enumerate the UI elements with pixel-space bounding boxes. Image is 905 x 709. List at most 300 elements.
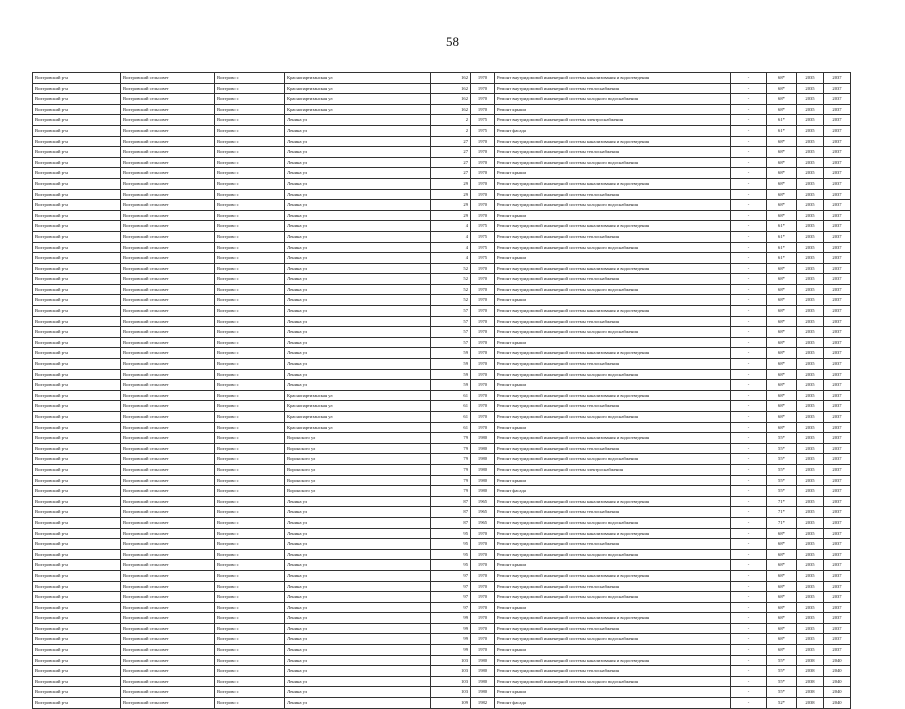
year-built-cell: 1980 xyxy=(471,454,495,465)
table-row xyxy=(33,517,851,528)
year-built-cell: 1975 xyxy=(471,253,495,264)
year-built-cell: 1970 xyxy=(471,634,495,645)
work-type-cell: Ремонт внутридомовой инженерной системы теплоснабжения xyxy=(495,507,731,518)
municipality-cell: Вохтровский сельсовет xyxy=(121,613,215,624)
table-row xyxy=(33,581,851,592)
municipality-cell: Вохтровский сельсовет xyxy=(121,539,215,550)
municipality-cell: Вохтровский сельсовет xyxy=(121,549,215,560)
settlement-cell: Вохтрово с xyxy=(215,104,285,115)
end-year-cell: 2037 xyxy=(824,486,851,497)
street-cell: Краснопартизанская ул xyxy=(285,412,431,423)
settlement-cell: Вохтрово с xyxy=(215,666,285,677)
district-cell: Вохтровский р-н xyxy=(33,592,121,603)
end-year-cell: 2037 xyxy=(824,210,851,221)
street-cell: Ленина ул xyxy=(285,125,431,136)
municipality-cell: Вохтровский сельсовет xyxy=(121,528,215,539)
district-cell: Вохтровский р-н xyxy=(33,507,121,518)
start-year-cell: 2035 xyxy=(797,422,824,433)
district-cell: Вохтровский р-н xyxy=(33,570,121,581)
work-type-cell: Ремонт внутридомовой инженерной системы теплоснабжения xyxy=(495,189,731,200)
work-type-cell: Ремонт фасада xyxy=(495,125,731,136)
dash-cell: - xyxy=(731,306,767,317)
start-year-cell: 2035 xyxy=(797,221,824,232)
street-cell: Ленина ул xyxy=(285,602,431,613)
house-number-cell: 2 xyxy=(431,125,471,136)
dash-cell: - xyxy=(731,676,767,687)
wear-percent-cell: 68* xyxy=(767,634,797,645)
start-year-cell: 2035 xyxy=(797,316,824,327)
district-cell: Вохтровский р-н xyxy=(33,284,121,295)
district-cell: Вохтровский р-н xyxy=(33,581,121,592)
table-row xyxy=(33,528,851,539)
end-year-cell: 2037 xyxy=(824,369,851,380)
year-built-cell: 1970 xyxy=(471,295,495,306)
wear-percent-cell: 61* xyxy=(767,221,797,232)
dash-cell: - xyxy=(731,210,767,221)
dash-cell: - xyxy=(731,83,767,94)
street-cell: Ленина ул xyxy=(285,645,431,656)
start-year-cell: 2035 xyxy=(797,94,824,105)
street-cell: Ленина ул xyxy=(285,189,431,200)
dash-cell: - xyxy=(731,539,767,550)
work-type-cell: Ремонт внутридомовой инженерной системы холодного водоснабжения xyxy=(495,454,731,465)
end-year-cell: 2037 xyxy=(824,189,851,200)
year-built-cell: 1980 xyxy=(471,676,495,687)
year-built-cell: 1980 xyxy=(471,464,495,475)
table-row xyxy=(33,539,851,550)
end-year-cell: 2037 xyxy=(824,507,851,518)
year-built-cell: 1975 xyxy=(471,231,495,242)
end-year-cell: 2037 xyxy=(824,168,851,179)
work-type-cell: Ремонт крыши xyxy=(495,168,731,179)
dash-cell: - xyxy=(731,645,767,656)
start-year-cell: 2035 xyxy=(797,253,824,264)
settlement-cell: Вохтрово с xyxy=(215,475,285,486)
end-year-cell: 2037 xyxy=(824,496,851,507)
dash-cell: - xyxy=(731,94,767,105)
house-number-cell: 4 xyxy=(431,231,471,242)
start-year-cell: 2038 xyxy=(797,655,824,666)
dash-cell: - xyxy=(731,104,767,115)
work-type-cell: Ремонт крыши xyxy=(495,104,731,115)
table-row xyxy=(33,337,851,348)
street-cell: Ленина ул xyxy=(285,168,431,179)
dash-cell: - xyxy=(731,613,767,624)
work-type-cell: Ремонт внутридомовой инженерной системы канализования и водоотведения xyxy=(495,390,731,401)
year-built-cell: 1970 xyxy=(471,263,495,274)
wear-percent-cell: 61* xyxy=(767,125,797,136)
wear-percent-cell: 68* xyxy=(767,263,797,274)
year-built-cell: 1975 xyxy=(471,115,495,126)
end-year-cell: 2037 xyxy=(824,528,851,539)
year-built-cell: 1970 xyxy=(471,539,495,550)
work-type-cell: Ремонт внутридомовой инженерной системы канализования и водоотведения xyxy=(495,348,731,359)
settlement-cell: Вохтрово с xyxy=(215,539,285,550)
settlement-cell: Вохтрово с xyxy=(215,168,285,179)
street-cell: Ленина ул xyxy=(285,581,431,592)
year-built-cell: 1970 xyxy=(471,104,495,115)
work-type-cell: Ремонт крыши xyxy=(495,560,731,571)
house-number-cell: 162 xyxy=(431,94,471,105)
end-year-cell: 2037 xyxy=(824,316,851,327)
house-number-cell: 99 xyxy=(431,634,471,645)
settlement-cell: Вохтрово с xyxy=(215,369,285,380)
end-year-cell: 2037 xyxy=(824,433,851,444)
district-cell: Вохтровский р-н xyxy=(33,602,121,613)
house-number-cell: 52 xyxy=(431,295,471,306)
settlement-cell: Вохтрово с xyxy=(215,645,285,656)
work-type-cell: Ремонт внутридомовой инженерной системы теплоснабжения xyxy=(495,83,731,94)
district-cell: Вохтровский р-н xyxy=(33,517,121,528)
start-year-cell: 2035 xyxy=(797,284,824,295)
year-built-cell: 1970 xyxy=(471,306,495,317)
table-row xyxy=(33,475,851,486)
district-cell: Вохтровский р-н xyxy=(33,623,121,634)
table-row xyxy=(33,327,851,338)
end-year-cell: 2037 xyxy=(824,602,851,613)
settlement-cell: Вохтрово с xyxy=(215,242,285,253)
end-year-cell: 2037 xyxy=(824,401,851,412)
house-number-cell: 103 xyxy=(431,655,471,666)
work-type-cell: Ремонт внутридомовой инженерной системы холодного водоснабжения xyxy=(495,200,731,211)
end-year-cell: 2037 xyxy=(824,147,851,158)
municipality-cell: Вохтровский сельсовет xyxy=(121,412,215,423)
end-year-cell: 2037 xyxy=(824,422,851,433)
municipality-cell: Вохтровский сельсовет xyxy=(121,655,215,666)
settlement-cell: Вохтрово с xyxy=(215,443,285,454)
start-year-cell: 2035 xyxy=(797,412,824,423)
wear-percent-cell: 68* xyxy=(767,147,797,158)
table-row xyxy=(33,242,851,253)
start-year-cell: 2035 xyxy=(797,200,824,211)
work-type-cell: Ремонт внутридомовой инженерной системы холодного водоснабжения xyxy=(495,157,731,168)
dash-cell: - xyxy=(731,464,767,475)
district-cell: Вохтровский р-н xyxy=(33,221,121,232)
wear-percent-cell: 68* xyxy=(767,623,797,634)
street-cell: Ленина ул xyxy=(285,274,431,285)
street-cell: Воронского ул xyxy=(285,454,431,465)
district-cell: Вохтровский р-н xyxy=(33,422,121,433)
start-year-cell: 2038 xyxy=(797,687,824,698)
municipality-cell: Вохтровский сельсовет xyxy=(121,676,215,687)
house-number-cell: 59 xyxy=(431,359,471,370)
wear-percent-cell: 68* xyxy=(767,200,797,211)
table-row xyxy=(33,422,851,433)
start-year-cell: 2035 xyxy=(797,327,824,338)
work-type-cell: Ремонт внутридомовой инженерной системы электроснабжения xyxy=(495,464,731,475)
wear-percent-cell: 55* xyxy=(767,433,797,444)
table-row xyxy=(33,592,851,603)
work-type-cell: Ремонт внутридомовой инженерной системы теплоснабжения xyxy=(495,359,731,370)
dash-cell: - xyxy=(731,666,767,677)
start-year-cell: 2035 xyxy=(797,168,824,179)
start-year-cell: 2035 xyxy=(797,634,824,645)
settlement-cell: Вохтрово с xyxy=(215,316,285,327)
year-built-cell: 1970 xyxy=(471,602,495,613)
settlement-cell: Вохтрово с xyxy=(215,83,285,94)
settlement-cell: Вохтрово с xyxy=(215,327,285,338)
district-cell: Вохтровский р-н xyxy=(33,443,121,454)
district-cell: Вохтровский р-н xyxy=(33,231,121,242)
municipality-cell: Вохтровский сельсовет xyxy=(121,666,215,677)
dash-cell: - xyxy=(731,486,767,497)
street-cell: Ленина ул xyxy=(285,200,431,211)
settlement-cell: Вохтрово с xyxy=(215,623,285,634)
municipality-cell: Вохтровский сельсовет xyxy=(121,200,215,211)
end-year-cell: 2037 xyxy=(824,348,851,359)
year-built-cell: 1970 xyxy=(471,380,495,391)
wear-percent-cell: 68* xyxy=(767,401,797,412)
year-built-cell: 1970 xyxy=(471,369,495,380)
municipality-cell: Вохтровский сельсовет xyxy=(121,496,215,507)
dash-cell: - xyxy=(731,200,767,211)
year-built-cell: 1970 xyxy=(471,316,495,327)
house-number-cell: 29 xyxy=(431,200,471,211)
dash-cell: - xyxy=(731,189,767,200)
municipality-cell: Вохтровский сельсовет xyxy=(121,210,215,221)
end-year-cell: 2037 xyxy=(824,221,851,232)
wear-percent-cell: 68* xyxy=(767,528,797,539)
year-built-cell: 1970 xyxy=(471,592,495,603)
house-number-cell: 162 xyxy=(431,73,471,84)
year-built-cell: 1965 xyxy=(471,507,495,518)
wear-percent-cell: 68* xyxy=(767,380,797,391)
dash-cell: - xyxy=(731,295,767,306)
dash-cell: - xyxy=(731,274,767,285)
house-number-cell: 57 xyxy=(431,306,471,317)
street-cell: Ленина ул xyxy=(285,157,431,168)
table-row xyxy=(33,274,851,285)
settlement-cell: Вохтрово с xyxy=(215,687,285,698)
year-built-cell: 1970 xyxy=(471,613,495,624)
wear-percent-cell: 55* xyxy=(767,486,797,497)
street-cell: Ленина ул xyxy=(285,613,431,624)
municipality-cell: Вохтровский сельсовет xyxy=(121,581,215,592)
work-type-cell: Ремонт внутридомовой инженерной системы холодного водоснабжения xyxy=(495,517,731,528)
district-cell: Вохтровский р-н xyxy=(33,83,121,94)
work-type-cell: Ремонт внутридомовой инженерной системы теплоснабжения xyxy=(495,316,731,327)
dash-cell: - xyxy=(731,475,767,486)
wear-percent-cell: 68* xyxy=(767,570,797,581)
house-number-cell: 27 xyxy=(431,136,471,147)
house-number-cell: 57 xyxy=(431,316,471,327)
district-cell: Вохтровский р-н xyxy=(33,200,121,211)
end-year-cell: 2037 xyxy=(824,115,851,126)
settlement-cell: Вохтрово с xyxy=(215,115,285,126)
table-row xyxy=(33,645,851,656)
settlement-cell: Вохтрово с xyxy=(215,147,285,158)
settlement-cell: Вохтрово с xyxy=(215,125,285,136)
work-type-cell: Ремонт крыши xyxy=(495,380,731,391)
municipality-cell: Вохтровский сельсовет xyxy=(121,359,215,370)
end-year-cell: 2037 xyxy=(824,295,851,306)
municipality-cell: Вохтровский сельсовет xyxy=(121,221,215,232)
district-cell: Вохтровский р-н xyxy=(33,613,121,624)
wear-percent-cell: 68* xyxy=(767,327,797,338)
street-cell: Ленина ул xyxy=(285,231,431,242)
table-row xyxy=(33,263,851,274)
year-built-cell: 1970 xyxy=(471,147,495,158)
wear-percent-cell: 68* xyxy=(767,390,797,401)
work-type-cell: Ремонт внутридомовой инженерной системы холодного водоснабжения xyxy=(495,94,731,105)
settlement-cell: Вохтрово с xyxy=(215,157,285,168)
end-year-cell: 2037 xyxy=(824,613,851,624)
dash-cell: - xyxy=(731,147,767,158)
start-year-cell: 2035 xyxy=(797,263,824,274)
settlement-cell: Вохтрово с xyxy=(215,136,285,147)
year-built-cell: 1970 xyxy=(471,274,495,285)
district-cell: Вохтровский р-н xyxy=(33,560,121,571)
municipality-cell: Вохтровский сельсовет xyxy=(121,284,215,295)
table-row xyxy=(33,687,851,698)
dash-cell: - xyxy=(731,284,767,295)
year-built-cell: 1975 xyxy=(471,221,495,232)
table-row xyxy=(33,560,851,571)
settlement-cell: Вохтрово с xyxy=(215,412,285,423)
house-number-cell: 103 xyxy=(431,666,471,677)
wear-percent-cell: 68* xyxy=(767,602,797,613)
settlement-cell: Вохтрово с xyxy=(215,698,285,709)
house-number-cell: 59 xyxy=(431,369,471,380)
work-type-cell: Ремонт внутридомовой инженерной системы теплоснабжения xyxy=(495,231,731,242)
year-built-cell: 1980 xyxy=(471,433,495,444)
settlement-cell: Вохтрово с xyxy=(215,359,285,370)
start-year-cell: 2035 xyxy=(797,136,824,147)
end-year-cell: 2037 xyxy=(824,157,851,168)
settlement-cell: Вохтрово с xyxy=(215,94,285,105)
municipality-cell: Вохтровский сельсовет xyxy=(121,454,215,465)
house-number-cell: 2 xyxy=(431,115,471,126)
municipality-cell: Вохтровский сельсовет xyxy=(121,274,215,285)
end-year-cell: 2040 xyxy=(824,698,851,709)
start-year-cell: 2035 xyxy=(797,602,824,613)
municipality-cell: Вохтровский сельсовет xyxy=(121,157,215,168)
dash-cell: - xyxy=(731,401,767,412)
district-cell: Вохтровский р-н xyxy=(33,210,121,221)
start-year-cell: 2035 xyxy=(797,157,824,168)
house-number-cell: 57 xyxy=(431,327,471,338)
wear-percent-cell: 68* xyxy=(767,560,797,571)
settlement-cell: Вохтрово с xyxy=(215,486,285,497)
start-year-cell: 2035 xyxy=(797,433,824,444)
settlement-cell: Вохтрово с xyxy=(215,263,285,274)
municipality-cell: Вохтровский сельсовет xyxy=(121,168,215,179)
dash-cell: - xyxy=(731,412,767,423)
start-year-cell: 2035 xyxy=(797,464,824,475)
municipality-cell: Вохтровский сельсовет xyxy=(121,486,215,497)
wear-percent-cell: 68* xyxy=(767,94,797,105)
work-type-cell: Ремонт внутридомовой инженерной системы канализования и водоотведения xyxy=(495,528,731,539)
municipality-cell: Вохтровский сельсовет xyxy=(121,242,215,253)
year-built-cell: 1970 xyxy=(471,528,495,539)
dash-cell: - xyxy=(731,231,767,242)
year-built-cell: 1965 xyxy=(471,496,495,507)
district-cell: Вохтровский р-н xyxy=(33,464,121,475)
wear-percent-cell: 68* xyxy=(767,422,797,433)
wear-percent-cell: 68* xyxy=(767,284,797,295)
house-number-cell: 99 xyxy=(431,623,471,634)
wear-percent-cell: 68* xyxy=(767,168,797,179)
settlement-cell: Вохтрово с xyxy=(215,73,285,84)
wear-percent-cell: 68* xyxy=(767,274,797,285)
table-row xyxy=(33,613,851,624)
house-number-cell: 99 xyxy=(431,645,471,656)
year-built-cell: 1970 xyxy=(471,390,495,401)
district-cell: Вохтровский р-н xyxy=(33,496,121,507)
end-year-cell: 2040 xyxy=(824,655,851,666)
district-cell: Вохтровский р-н xyxy=(33,634,121,645)
work-type-cell: Ремонт внутридомовой инженерной системы канализования и водоотведения xyxy=(495,263,731,274)
municipality-cell: Вохтровский сельсовет xyxy=(121,231,215,242)
work-type-cell: Ремонт внутридомовой инженерной системы канализования и водоотведения xyxy=(495,221,731,232)
work-type-cell: Ремонт крыши xyxy=(495,475,731,486)
year-built-cell: 1970 xyxy=(471,94,495,105)
table-row xyxy=(33,570,851,581)
table-row xyxy=(33,316,851,327)
settlement-cell: Вохтрово с xyxy=(215,178,285,189)
district-cell: Вохтровский р-н xyxy=(33,369,121,380)
end-year-cell: 2037 xyxy=(824,200,851,211)
district-cell: Вохтровский р-н xyxy=(33,380,121,391)
end-year-cell: 2037 xyxy=(824,592,851,603)
municipality-cell: Вохтровский сельсовет xyxy=(121,390,215,401)
year-built-cell: 1970 xyxy=(471,168,495,179)
year-built-cell: 1970 xyxy=(471,422,495,433)
year-built-cell: 1970 xyxy=(471,348,495,359)
end-year-cell: 2037 xyxy=(824,517,851,528)
end-year-cell: 2037 xyxy=(824,242,851,253)
end-year-cell: 2037 xyxy=(824,337,851,348)
settlement-cell: Вохтрово с xyxy=(215,221,285,232)
dash-cell: - xyxy=(731,623,767,634)
work-type-cell: Ремонт внутридомовой инженерной системы теплоснабжения xyxy=(495,623,731,634)
street-cell: Ленина ул xyxy=(285,655,431,666)
street-cell: Ленина ул xyxy=(285,327,431,338)
capital-repair-table xyxy=(32,72,851,709)
dash-cell: - xyxy=(731,263,767,274)
wear-percent-cell: 61* xyxy=(767,231,797,242)
municipality-cell: Вохтровский сельсовет xyxy=(121,475,215,486)
district-cell: Вохтровский р-н xyxy=(33,348,121,359)
end-year-cell: 2037 xyxy=(824,475,851,486)
street-cell: Ленина ул xyxy=(285,507,431,518)
end-year-cell: 2037 xyxy=(824,359,851,370)
wear-percent-cell: 68* xyxy=(767,189,797,200)
district-cell: Вохтровский р-н xyxy=(33,666,121,677)
house-number-cell: 52 xyxy=(431,284,471,295)
start-year-cell: 2035 xyxy=(797,390,824,401)
house-number-cell: 79 xyxy=(431,486,471,497)
work-type-cell: Ремонт крыши xyxy=(495,253,731,264)
year-built-cell: 1980 xyxy=(471,655,495,666)
work-type-cell: Ремонт внутридомовой инженерной системы теплоснабжения xyxy=(495,539,731,550)
start-year-cell: 2035 xyxy=(797,125,824,136)
table-row xyxy=(33,94,851,105)
dash-cell: - xyxy=(731,655,767,666)
district-cell: Вохтровский р-н xyxy=(33,242,121,253)
table-row xyxy=(33,210,851,221)
wear-percent-cell: 55* xyxy=(767,687,797,698)
district-cell: Вохтровский р-н xyxy=(33,486,121,497)
street-cell: Ленина ул xyxy=(285,592,431,603)
street-cell: Ленина ул xyxy=(285,348,431,359)
start-year-cell: 2038 xyxy=(797,666,824,677)
table-row xyxy=(33,464,851,475)
dash-cell: - xyxy=(731,560,767,571)
house-number-cell: 61 xyxy=(431,422,471,433)
wear-percent-cell: 68* xyxy=(767,369,797,380)
year-built-cell: 1970 xyxy=(471,83,495,94)
